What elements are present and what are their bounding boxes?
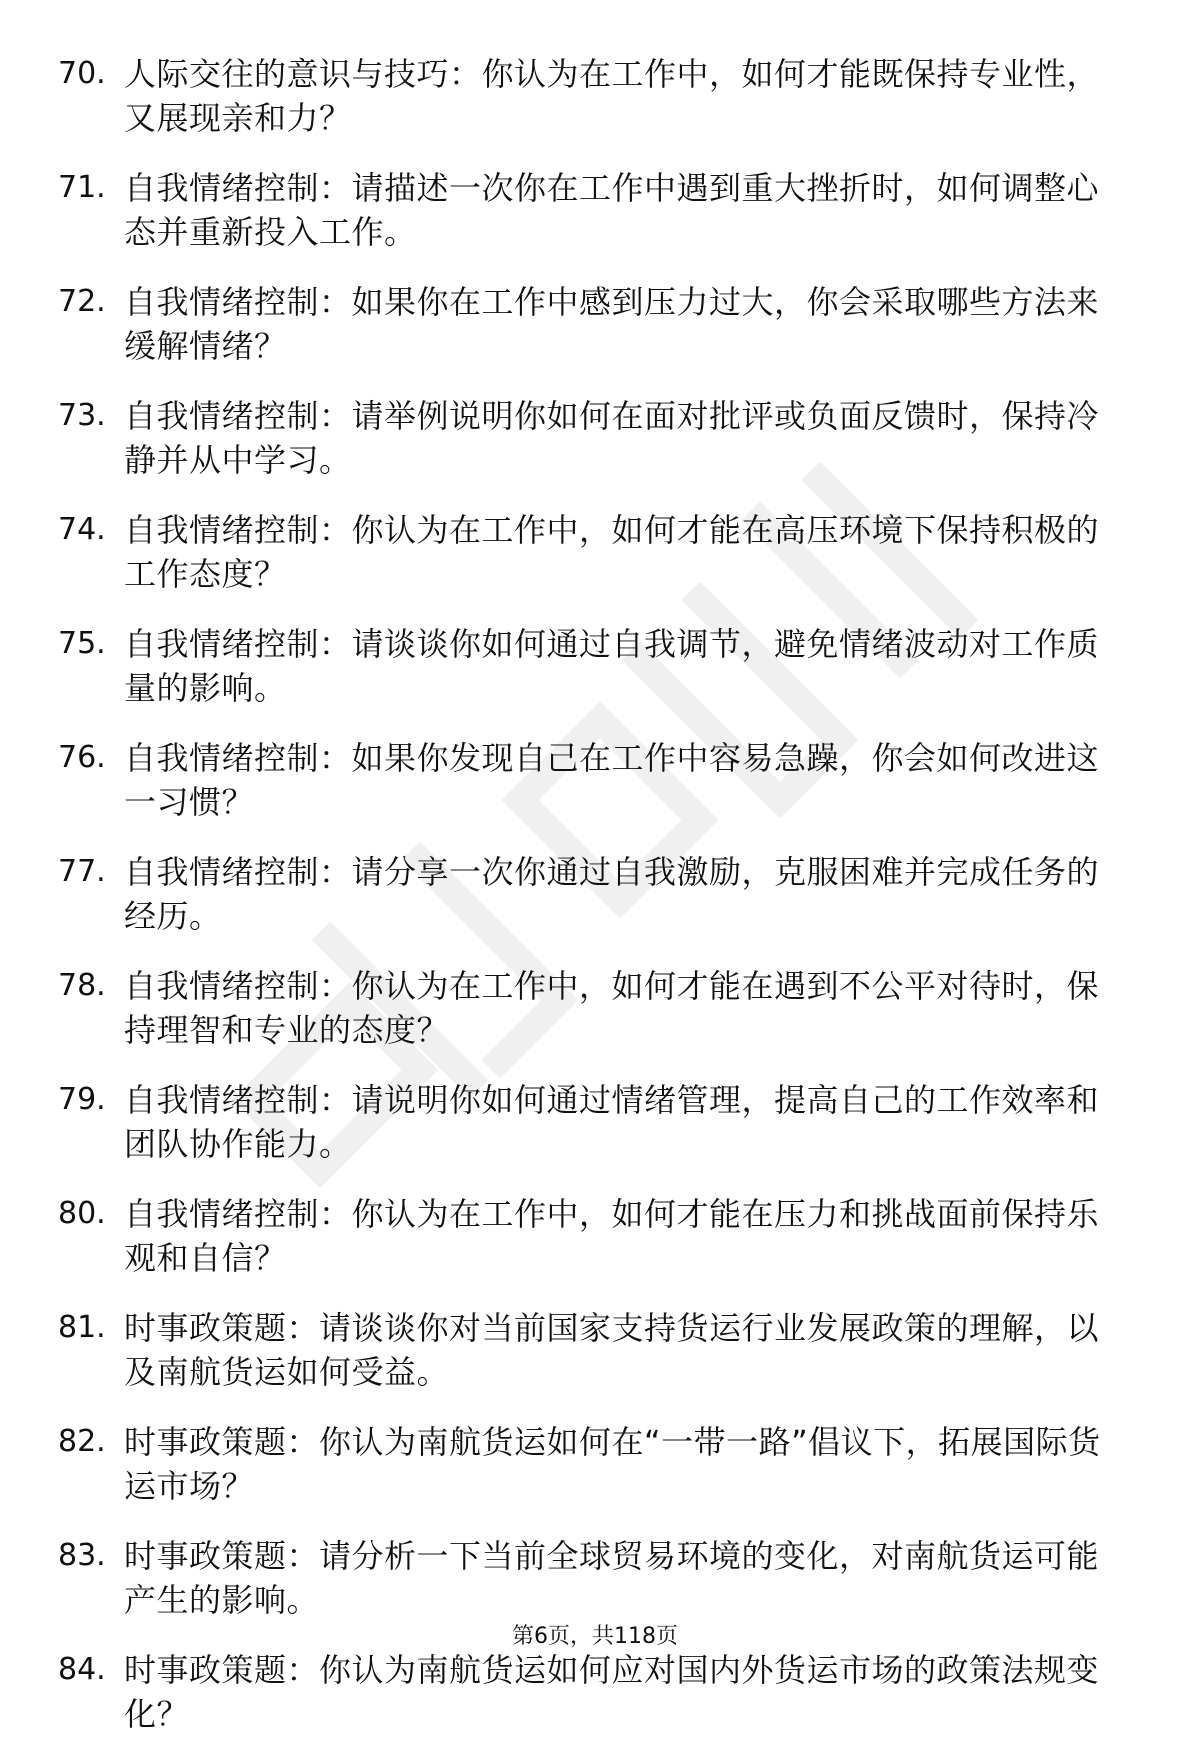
list-item: [58, 1192, 1118, 1280]
item-number: 73.: [58, 398, 106, 433]
list-item: [58, 964, 1118, 1052]
item-number: 74.: [58, 512, 106, 547]
list-item: [58, 736, 1118, 824]
list-item: [58, 1420, 1118, 1508]
item-number: 79.: [58, 1082, 106, 1117]
page-footer: 第6页，共118页: [512, 1624, 678, 1649]
item-number: 81.: [58, 1310, 106, 1345]
item-number: 80.: [58, 1196, 106, 1231]
list-item: [58, 394, 1118, 482]
item-text: 人际交往的意识与技巧：你认为在工作中，如何才能既保持专业性，又展现亲和力？: [124, 55, 1100, 137]
item-text: 时事政策题：你认为南航货运如何应对国内外货运市场的政策法规变化？: [124, 1651, 1100, 1733]
item-number: 70.: [58, 56, 106, 91]
item-text: 自我情绪控制：请举例说明你如何在面对批评或负面反馈时，保持冷静并从中学习。: [124, 397, 1100, 479]
item-number: 75.: [58, 626, 106, 661]
item-text: 自我情绪控制：请说明你如何通过情绪管理，提高自己的工作效率和团队协作能力。: [124, 1081, 1100, 1163]
item-text: 自我情绪控制：你认为在工作中，如何才能在压力和挑战面前保持乐观和自信？: [124, 1195, 1100, 1277]
question-list: [58, 52, 1118, 1762]
item-text: 时事政策题：请谈谈你对当前国家支持货运行业发展政策的理解，以及南航货运如何受益。: [124, 1309, 1100, 1391]
item-number: 84.: [58, 1652, 106, 1687]
list-item: [58, 622, 1118, 710]
item-number: 83.: [58, 1538, 106, 1573]
list-item: [58, 1306, 1118, 1394]
item-number: 82.: [58, 1424, 106, 1459]
list-item: [58, 508, 1118, 596]
item-text: 自我情绪控制：你认为在工作中，如何才能在遇到不公平对待时，保持理智和专业的态度？: [124, 967, 1100, 1049]
item-number: 78.: [58, 968, 106, 1003]
item-number: 72.: [58, 284, 106, 319]
item-number: 71.: [58, 170, 106, 205]
item-text: 时事政策题：你认为南航货运如何在“一带一路”倡议下，拓展国际货运市场？: [124, 1423, 1101, 1505]
list-item: [58, 166, 1118, 254]
list-item: [58, 280, 1118, 368]
item-text: 时事政策题：请分析一下当前全球贸易环境的变化，对南航货运可能产生的影响。: [124, 1537, 1100, 1619]
item-text: 自我情绪控制：你认为在工作中，如何才能在高压环境下保持积极的工作态度？: [124, 511, 1100, 593]
item-text: 自我情绪控制：如果你发现自己在工作中容易急躁，你会如何改进这一习惯？: [124, 739, 1100, 821]
list-item: [58, 850, 1118, 938]
item-text: 自我情绪控制：如果你在工作中感到压力过大，你会采取哪些方法来缓解情绪？: [124, 283, 1100, 365]
item-text: 自我情绪控制：请谈谈你如何通过自我调节，避免情绪波动对工作质量的影响。: [124, 625, 1100, 707]
item-text: 自我情绪控制：请描述一次你在工作中遇到重大挫折时，如何调整心态并重新投入工作。: [124, 169, 1100, 251]
item-number: 76.: [58, 740, 106, 775]
list-item: [58, 1648, 1118, 1736]
item-text: 自我情绪控制：请分享一次你通过自我激励，克服困难并完成任务的经历。: [124, 853, 1100, 935]
list-item: [58, 1534, 1118, 1622]
list-item: [58, 52, 1118, 140]
list-item: [58, 1078, 1118, 1166]
item-number: 77.: [58, 854, 106, 889]
